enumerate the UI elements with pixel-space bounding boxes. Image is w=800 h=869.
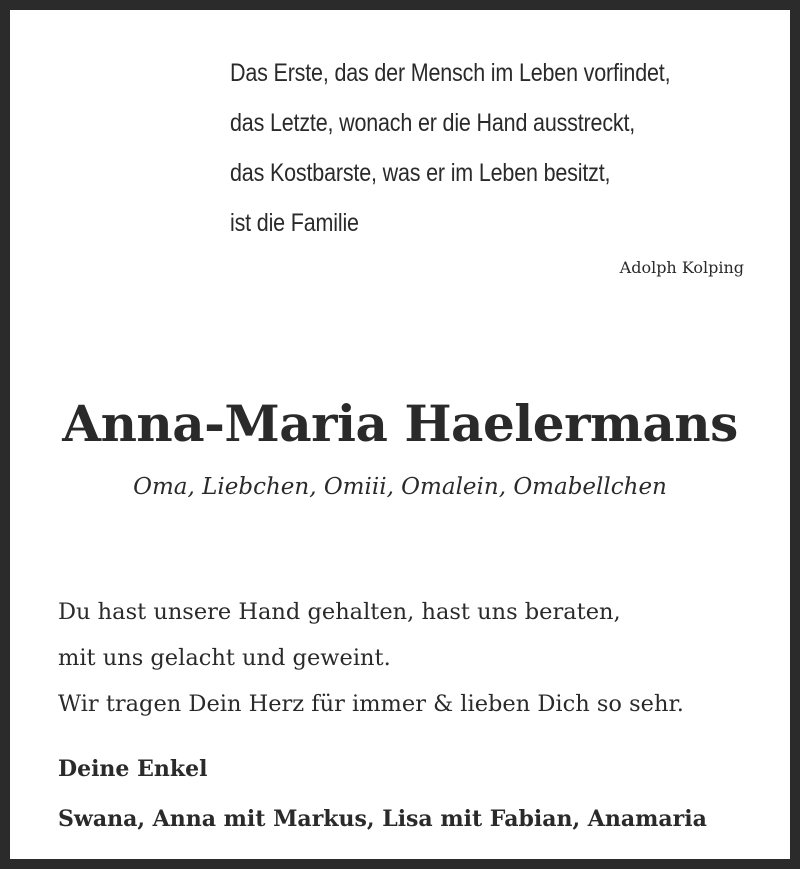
quote-line-2: das Letzte, wonach er die Hand ausstreckt, [230, 109, 636, 137]
deceased-name: Anna-Maria Haelermans [62, 394, 738, 453]
quote-block [230, 48, 750, 248]
signature-block [58, 744, 758, 844]
signature-group: Deine Enkel [58, 756, 208, 782]
message-line-3: Wir tragen Dein Herz für immer & lieben Dich so sehr. [58, 691, 684, 717]
quote-author: Adolph Kolping [619, 258, 744, 277]
quote-line-3: das Kostbarste, was er im Leben besitzt, [230, 159, 611, 187]
signature-names: Swana, Anna mit Markus, Lisa mit Fabian, Anamaria [58, 806, 707, 832]
deceased-nicknames: Oma, Liebchen, Omiii, Omalein, Omabellchen [133, 474, 667, 500]
message-block [58, 589, 758, 727]
message-line-2: mit uns gelacht und geweint. [58, 645, 391, 671]
message-line-1: Du hast unsere Hand gehalten, hast uns beraten, [58, 599, 621, 625]
quote-line-4: ist die Familie [230, 209, 359, 237]
quote-line-1: Das Erste, das der Mensch im Leben vorfindet, [230, 59, 671, 87]
